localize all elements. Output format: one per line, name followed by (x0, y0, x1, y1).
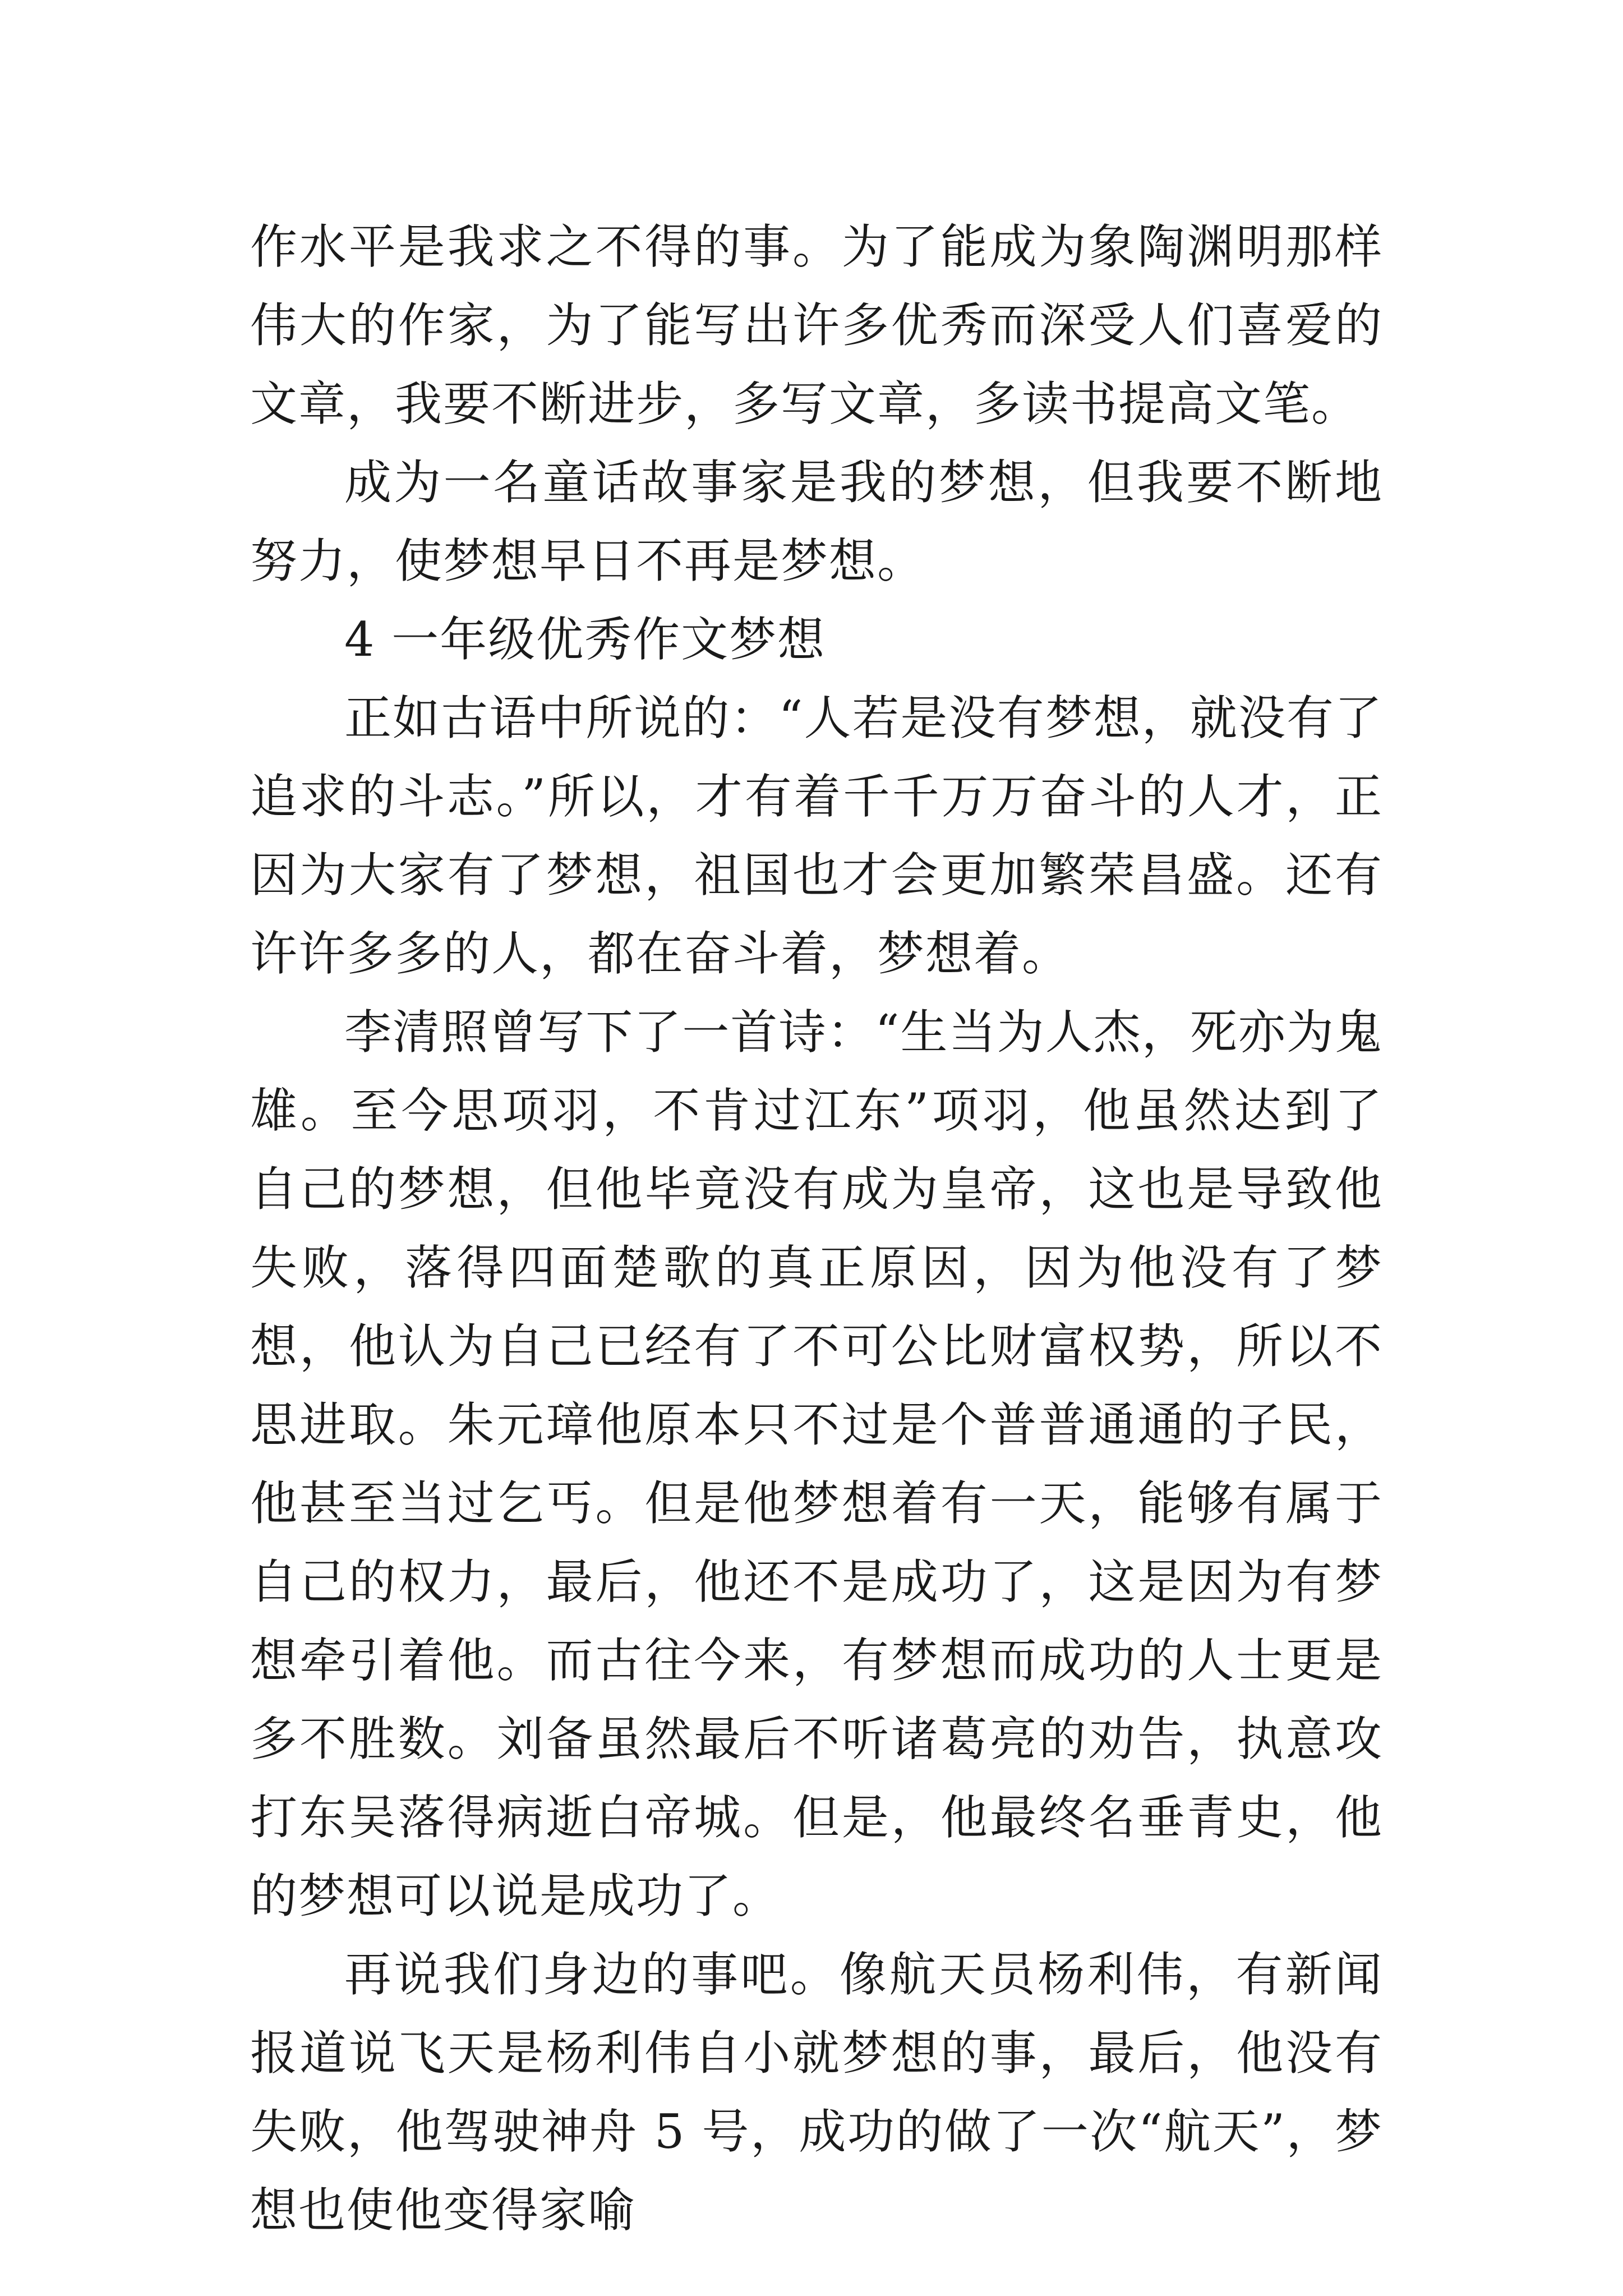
paragraph-5: 再说我们身边的事吧。像航天员杨利伟，有新闻报道说飞天是杨利伟自小就梦想的事，最后，他没有失败，他驾驶神舟 5 号，成功的做了一次“航天”，梦想也使他变得家喻 (250, 1947, 1383, 2238)
section-heading: 4 一年级优秀作文梦想 (344, 612, 826, 667)
paragraph-4: 李清照曾写下了一首诗：“生当为人杰，死亦为鬼雄。至今思项羽，不肯过江东”项羽，他虽然达到了自己的梦想，但他毕竟没有成为皇帝，这也是导致他失败，落得四面楚歌的真正原因，因为他没有了梦想，他认为自己已经有了不可公比财富权势，所以不思进取。朱元璋他原本只不过是个普普通通的子民，他甚至当过乞丐。但是他梦想着有一天，能够有属于自己的权力，最后，他还不是成功了，这是因为有梦想牵引着他。而古往今来，有梦想而成功的人士更是多不胜数。刘备虽然最后不听诸葛亮的劝告，执意攻打东吴落得病逝白帝城。但是，他最终名垂青史，他的梦想可以说是成功了。 (250, 1005, 1383, 1924)
document-body (250, 208, 1383, 2249)
paragraph-1: 作水平是我求之不得的事。为了能成为象陶渊明那样伟大的作家，为了能写出许多优秀而深受人们喜爱的文章，我要不断进步，多写文章，多读书提高文笔。 (250, 219, 1383, 431)
paragraph-2: 成为一名童话故事家是我的梦想，但我要不断地努力，使梦想早日不再是梦想。 (250, 455, 1383, 588)
paragraph-3: 正如古语中所说的：“人若是没有梦想，就没有了追求的斗志。”所以，才有着千千万万奋斗的人才，正因为大家有了梦想，祖国也才会更加繁荣昌盛。还有许许多多的人，都在奋斗着，梦想着。 (250, 691, 1383, 981)
